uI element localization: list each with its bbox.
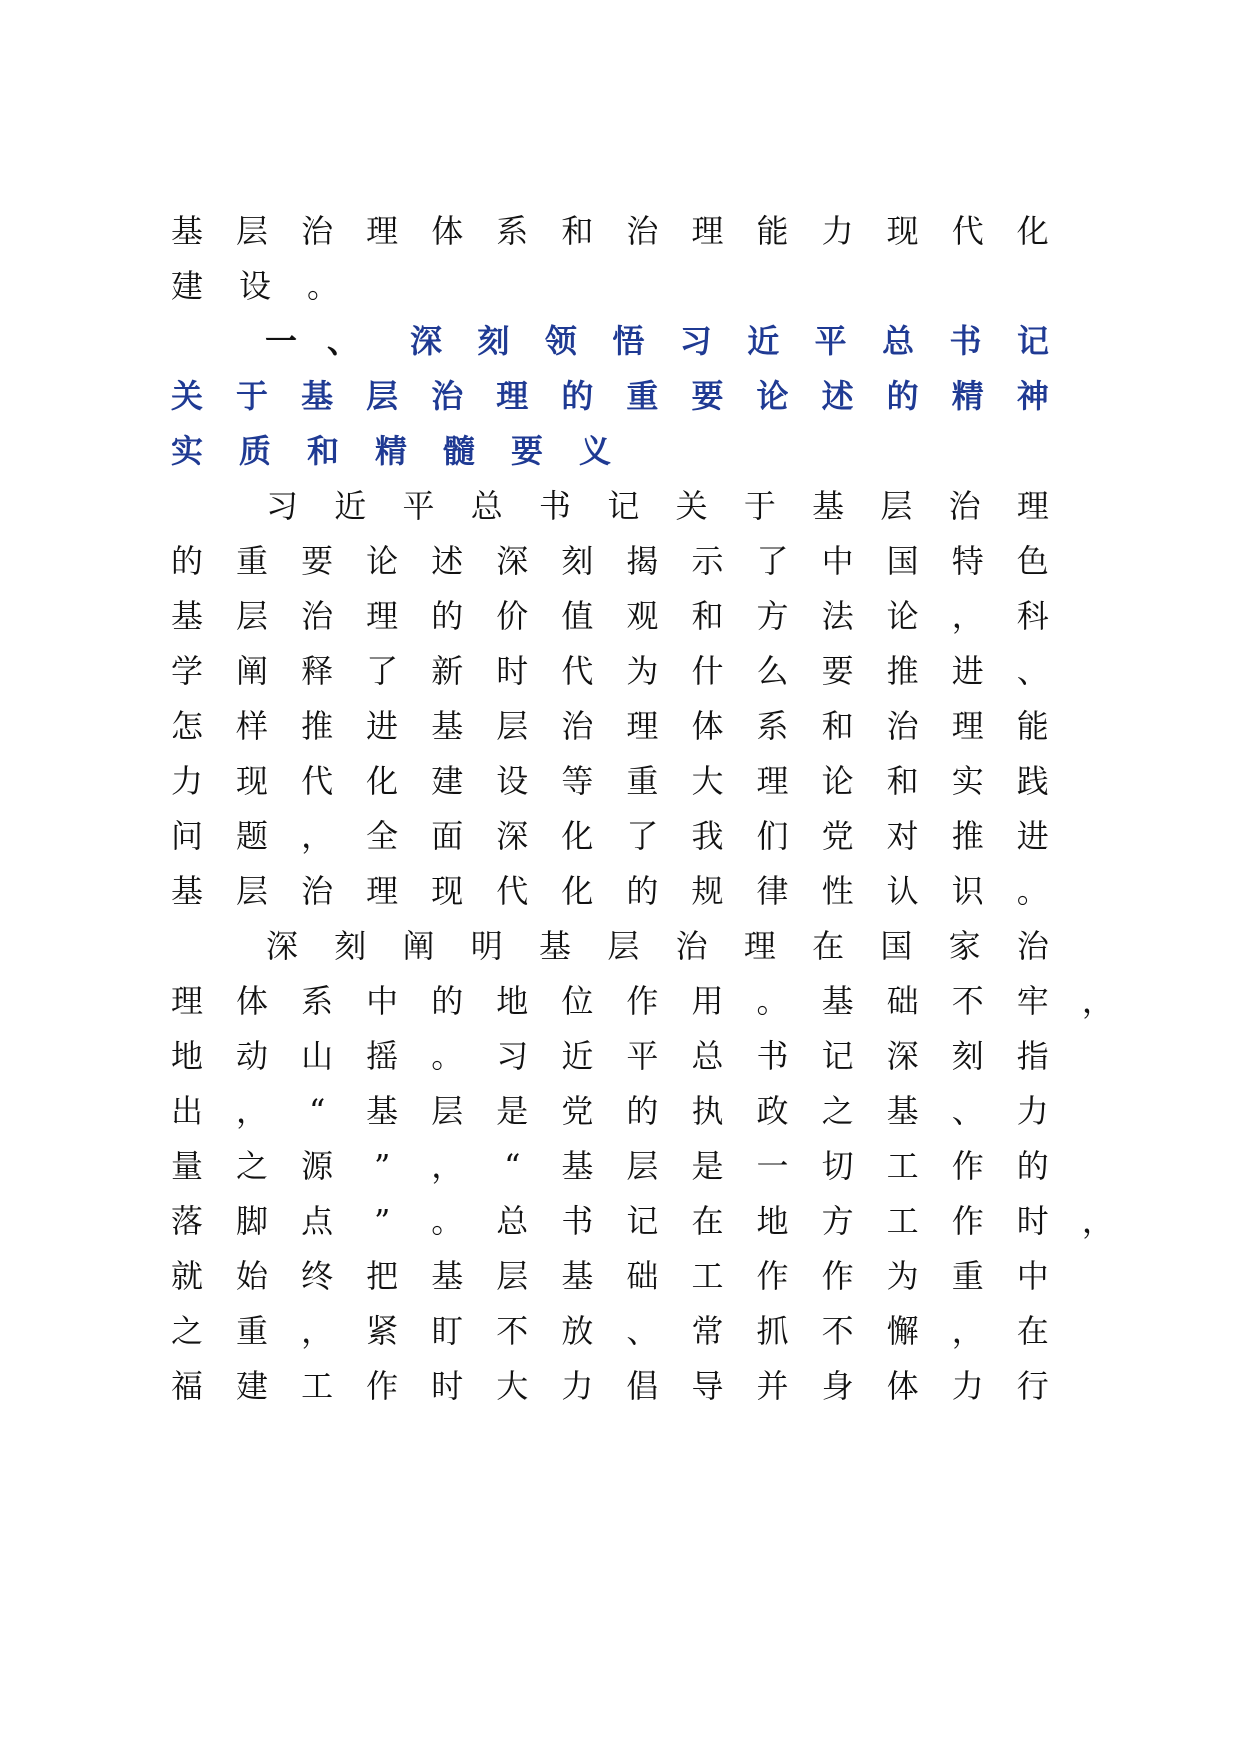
intro-line-1: 基 层 治 理 体 系 和 治 理 能 力 现 代 化: [170, 212, 1049, 250]
paragraph2-line-3: 地 动 山 摇 。 习 近 平 总 书 记 深 刻 指: [170, 1037, 1049, 1075]
paragraph1-line-4: 学 阐 释 了 新 时 代 为 什 么 要 推 进 、: [170, 652, 1049, 690]
section-number: 一、: [265, 322, 390, 360]
paragraph1-line-8: 基 层 治 理 现 代 化 的 规 律 性 认 识 。: [170, 872, 1049, 910]
paragraph2-line-6: 落 脚 点 ” 。 总 书 记 在 地 方 工 作 时 ，: [170, 1202, 1114, 1240]
section-heading-line-1: [265, 310, 1050, 372]
section-heading-text-1: 深 刻 领 悟 习 近 平 总 书 记: [410, 322, 1049, 360]
intro-line-2: 建 设 。: [170, 267, 339, 305]
paragraph1-line-6: 力 现 代 化 建 设 等 重 大 理 论 和 实 践: [170, 762, 1049, 800]
section-heading-line-3: 实 质 和 精 髓 要 义: [170, 432, 611, 470]
paragraph2-line-5: 量 之 源 ” ， “ 基 层 是 一 切 工 作 的: [170, 1147, 1049, 1185]
paragraph2-line-1: 深 刻 阐 明 基 层 治 理 在 国 家 治: [265, 927, 1049, 965]
paragraph1-line-7: 问 题 ， 全 面 深 化 了 我 们 党 对 推 进: [170, 817, 1049, 855]
paragraph2-line-9: 福 建 工 作 时 大 力 倡 导 并 身 体 力 行: [170, 1367, 1049, 1405]
paragraph2-line-8: 之 重 ， 紧 盯 不 放 、 常 抓 不 懈 ， 在: [170, 1312, 1049, 1350]
paragraph1-line-5: 怎 样 推 进 基 层 治 理 体 系 和 治 理 能: [170, 707, 1049, 745]
paragraph1-line-3: 基 层 治 理 的 价 值 观 和 方 法 论 ， 科: [170, 597, 1049, 635]
section-heading-line-2: 关 于 基 层 治 理 的 重 要 论 述 的 精 神: [170, 377, 1049, 415]
paragraph1-line-1: 习 近 平 总 书 记 关 于 基 层 治 理: [265, 487, 1049, 525]
paragraph2-line-2: 理 体 系 中 的 地 位 作 用 。 基 础 不 牢 ，: [170, 982, 1114, 1020]
paragraph2-line-4: 出 ， “ 基 层 是 党 的 执 政 之 基 、 力: [170, 1092, 1049, 1130]
paragraph1-line-2: 的 重 要 论 述 深 刻 揭 示 了 中 国 特 色: [170, 542, 1049, 580]
paragraph2-line-7: 就 始 终 把 基 层 基 础 工 作 作 为 重 中: [170, 1257, 1049, 1295]
